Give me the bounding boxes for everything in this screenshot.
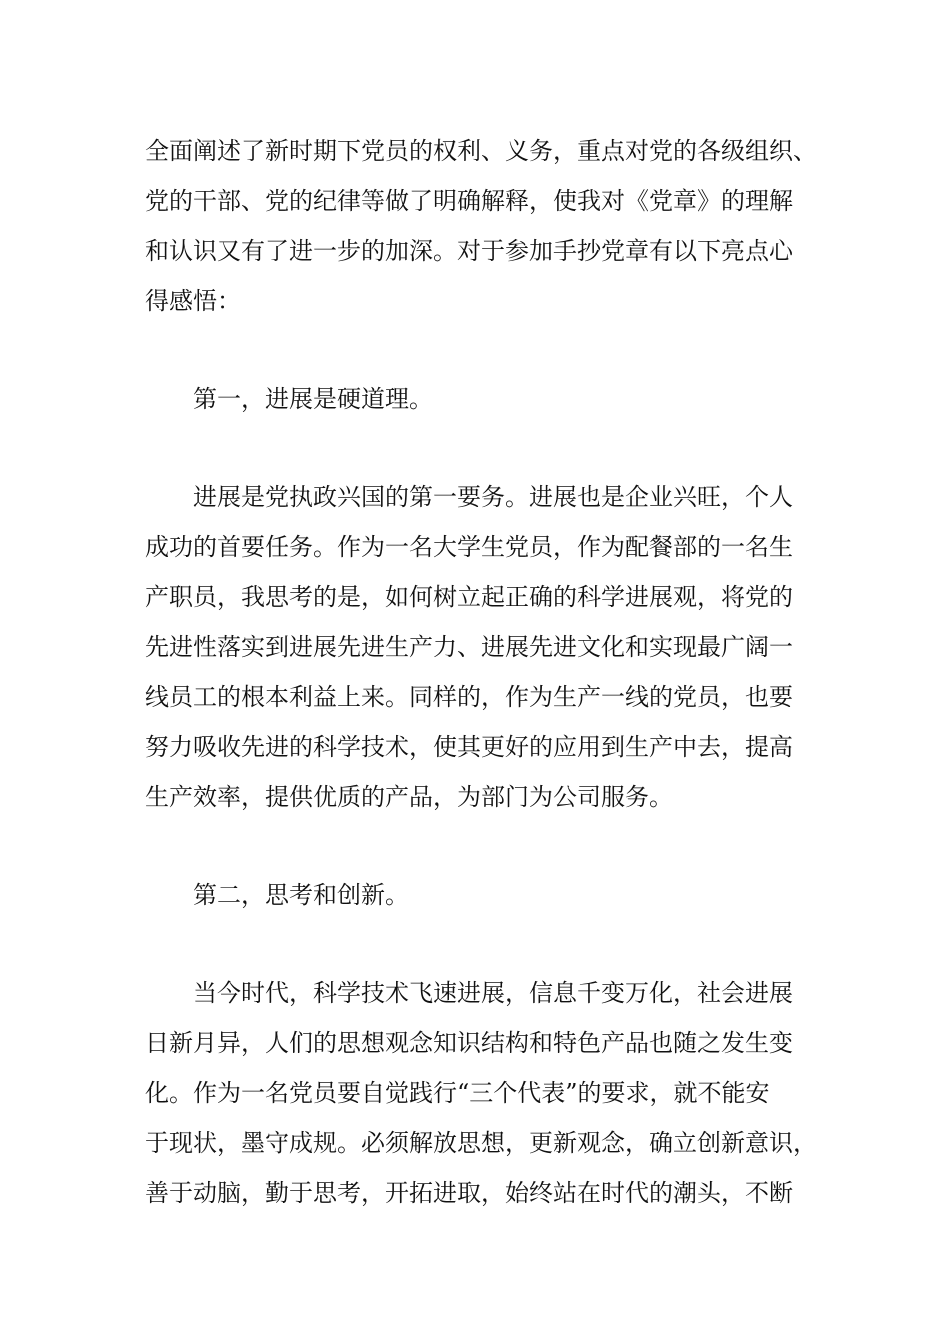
paragraph-intro <box>145 126 825 326</box>
text-line: 于现状，墨守成规。必须解放思想，更新观念，确立创新意识， <box>145 1129 817 1157</box>
paragraph-gap <box>145 424 825 472</box>
text-line: 线员工的根本利益上来。同样的，作为生产一线的党员，也要 <box>145 683 793 711</box>
text-line: 善于动脑，勤于思考，开拓进取，始终站在时代的潮头，不断 <box>145 1179 793 1207</box>
text-line: 成功的首要任务。作为一名大学生党员，作为配餐部的一名生 <box>145 533 793 561</box>
text-line: 当今时代，科学技术飞速进展，信息千变万化，社会进展 <box>193 979 793 1007</box>
text-line: 和认识又有了进一步的加深。对于参加手抄党章有以下亮点心 <box>145 237 793 265</box>
paragraph-gap <box>145 326 825 374</box>
text-line: 得感悟： <box>145 287 241 315</box>
paragraph-gap <box>145 920 825 968</box>
text-line: 生产效率，提供优质的产品，为部门为公司服务。 <box>145 783 673 811</box>
section-heading-second: 第二，思考和创新。 <box>193 881 409 909</box>
text-line: 全面阐述了新时期下党员的权利、义务，重点对党的各级组织、 <box>145 137 817 165</box>
text-line: 努力吸收先进的科学技术，使其更好的应用到生产中去，提高 <box>145 733 793 761</box>
section-heading-first: 第一，进展是硬道理。 <box>193 385 433 413</box>
document-body <box>145 126 825 1218</box>
text-line: 党的干部、党的纪律等做了明确解释，使我对《党章》的理解 <box>145 187 793 215</box>
text-line: 化。作为一名党员要自觉践行“三个代表”的要求，就不能安 <box>145 1079 770 1107</box>
text-line: 进展是党执政兴国的第一要务。进展也是企业兴旺，个人 <box>193 483 793 511</box>
paragraph-gap <box>145 822 825 870</box>
text-line: 产职员，我思考的是，如何树立起正确的科学进展观，将党的 <box>145 583 793 611</box>
text-line: 先进性落实到进展先进生产力、进展先进文化和实现最广阔一 <box>145 633 793 661</box>
paragraph-innovation <box>145 968 825 1218</box>
paragraph-development <box>145 472 825 822</box>
text-line: 日新月异，人们的思想观念知识结构和特色产品也随之发生变 <box>145 1029 793 1057</box>
